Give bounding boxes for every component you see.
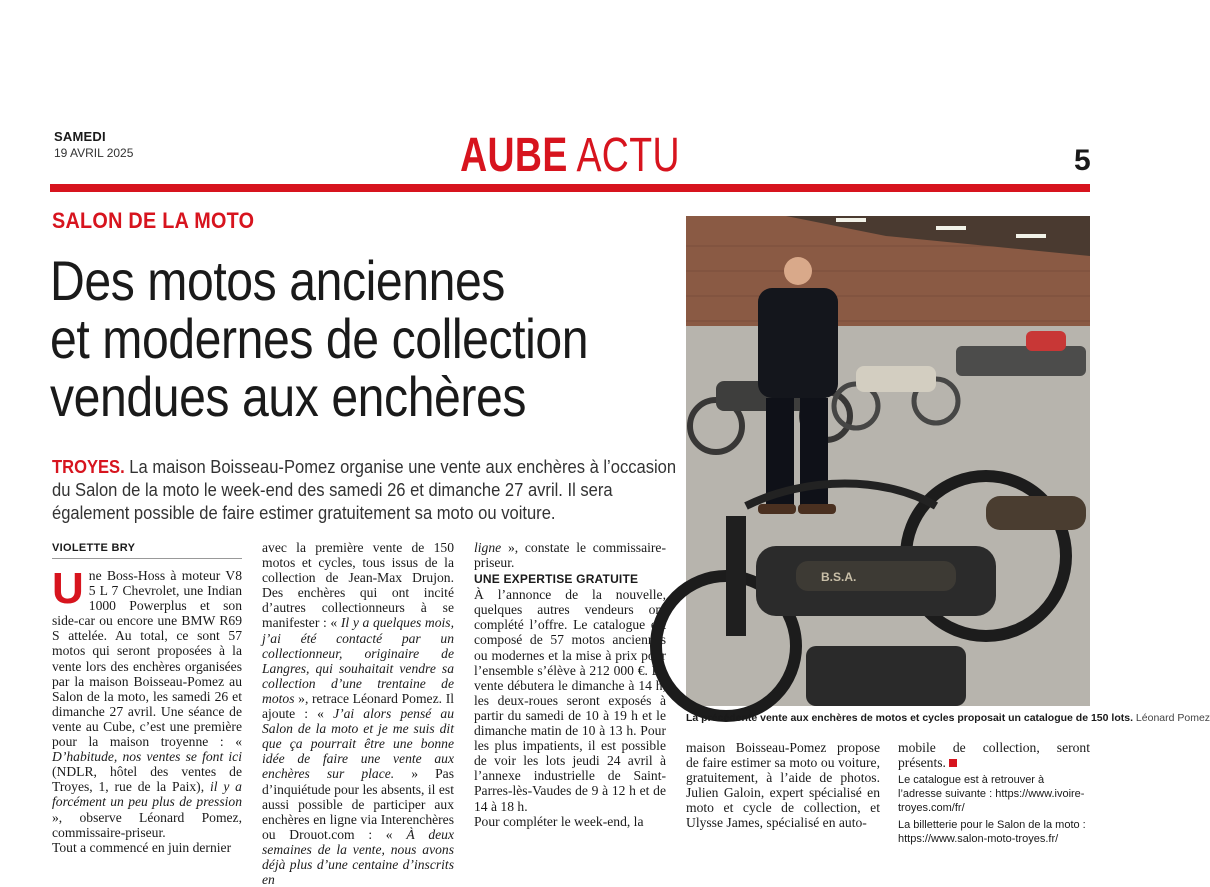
end-mark xyxy=(949,759,957,767)
red-rule xyxy=(50,184,1090,192)
headline-line: vendues aux enchères xyxy=(50,365,527,428)
photo-credit: Léonard Pomez xyxy=(1135,712,1210,724)
section-title-bold: AUBE xyxy=(460,129,568,182)
quote: À deux semaines de la vente, nous avons déjà plus d’une centaine d’inscrits en xyxy=(262,826,454,887)
article-column-3 xyxy=(474,540,666,829)
body-text: », constate le commissaire-priseur. xyxy=(474,540,666,571)
headline-line: Des motos anciennes xyxy=(50,249,505,312)
section-title-light: ACTU xyxy=(576,129,680,182)
date-day: SAMEDI xyxy=(54,129,106,144)
body-text: mobile de collection, seront présents. xyxy=(898,740,1090,771)
kicker: SALON DE LA MOTO xyxy=(52,208,255,233)
info-tickets: La billetterie pour le Salon de la moto : https://www.salon-moto-troyes.fr/ xyxy=(898,819,1086,846)
article-column-4 xyxy=(686,740,880,831)
headline xyxy=(50,249,600,428)
body-text: Tout a commencé en juin dernier xyxy=(52,839,232,855)
quote: ligne xyxy=(474,540,502,555)
article-photo xyxy=(686,216,1090,706)
photo-caption xyxy=(686,712,1210,724)
quote: J’ai alors pensé au Salon de la moto et je me suis dit que ça pourrait être une bonne idée de faire une vente aux enchères sur place. xyxy=(262,706,454,782)
quote: Il y a quelques mois, j’ai été contacté par un collectionneur, originaire de Langres, qui souhaitait vendre sa collection d’une trentaine de motos xyxy=(262,615,454,706)
date-full: 19 AVRIL 2025 xyxy=(54,146,134,160)
section-title xyxy=(125,128,1014,183)
caption-text: La précédente vente aux enchères de motos et cycles proposait un catalogue de 150 lots. xyxy=(686,712,1133,724)
page-number: 5 xyxy=(1074,144,1091,177)
lead-place: TROYES. xyxy=(52,457,125,477)
headline-line: et modernes de collection xyxy=(50,307,589,370)
article-column-1 xyxy=(52,564,242,855)
lead-line: du Salon de la moto le week-end des samedi 26 et dimanche 27 avril. Il sera xyxy=(52,480,613,500)
article-column-5 xyxy=(898,740,1090,846)
body-text: Pour compléter le week-end, la xyxy=(474,813,644,829)
article-column-2 xyxy=(262,540,454,887)
body-text: ne Boss-Hoss à moteur V8 5 L 7 Chevrolet, une Indian 1000 Powerplus et son side-car ou encore une BMW R69 S attelée. Au total, ce sont 57 motos qui seront proposées à la vente lors des enchères organisées par la maison Boisseau-Pomez au Salon de la moto, les samedi 26 et dimanche 27 avril. Une séance de vente au Cube, c’est une première pour la maison troyenne : « xyxy=(52,568,242,750)
body-text: maison Boisseau-Pomez propose de faire estimer sa moto ou voiture, gratuitement, à l’aide de photos. Julien Galoin, expert spécialisé en moto et cycle de collection, et Ulysse James, spécialisé en auto- xyxy=(686,740,880,831)
byline-rule xyxy=(52,558,242,559)
body-text: », retrace Léonard Pomez. Il ajoute : « xyxy=(262,690,454,722)
subheading: UNE EXPERTISE GRATUITE xyxy=(474,572,639,587)
photo-illustration xyxy=(686,216,1090,706)
body-text: À l’annonce de la nouvelle, quelques autres vendeurs ont complété l’offre. Le catalogue est composé de 57 motos anciennes ou modernes et la mise à prix pour l’ensemble s’élève à 212 000 €. La vente débutera le dimanche à 14 h, les deux-roues seront exposés à partir du samedi de 10 à 19 h et le dimanche matin de 10 à 13 h. Pour les plus impatients, il est possible de voir les lots jeudi 24 avril à l’annexe industrielle de Saint-Parres-lès-Vaudes de 9 à 12 h et de 14 à 18 h. xyxy=(474,587,666,814)
dropcap: U xyxy=(52,564,84,613)
lead-line: également possible de faire estimer gratuitement sa moto ou voiture. xyxy=(52,503,556,523)
quote: il y a forcément un peu plus de pression xyxy=(52,779,242,810)
body-text: (NDLR, hôtel des ventes de Troyes, 1, rue de la Paix), xyxy=(52,764,242,795)
body-text: avec la première vente de 150 motos et cycles, tous issus de la collection de Jean-Max Drujon. Des enchères qui ont incité d’autres collectionneurs à se manifester : « xyxy=(262,540,454,631)
body-text: » Pas d’inquiétude pour les absents, il est aussi possible de participer aux enchères en ligne via Interenchères ou Drouot.com : « xyxy=(262,766,454,842)
quote: D’habitude, nos ventes se font ici xyxy=(52,749,242,765)
lead-paragraph xyxy=(52,456,677,525)
info-catalogue: Le catalogue est à retrouver à l’adresse suivante : https://www.ivoire-troyes.com/fr/ xyxy=(898,774,1085,815)
plate-text: B.S.A. xyxy=(821,570,857,584)
body-text: », observe Léonard Pomez, commissaire-priseur. xyxy=(52,809,242,840)
byline: VIOLETTE BRY xyxy=(52,542,136,554)
lead-line: La maison Boisseau-Pomez organise une vente aux enchères à l’occasion xyxy=(124,457,677,477)
